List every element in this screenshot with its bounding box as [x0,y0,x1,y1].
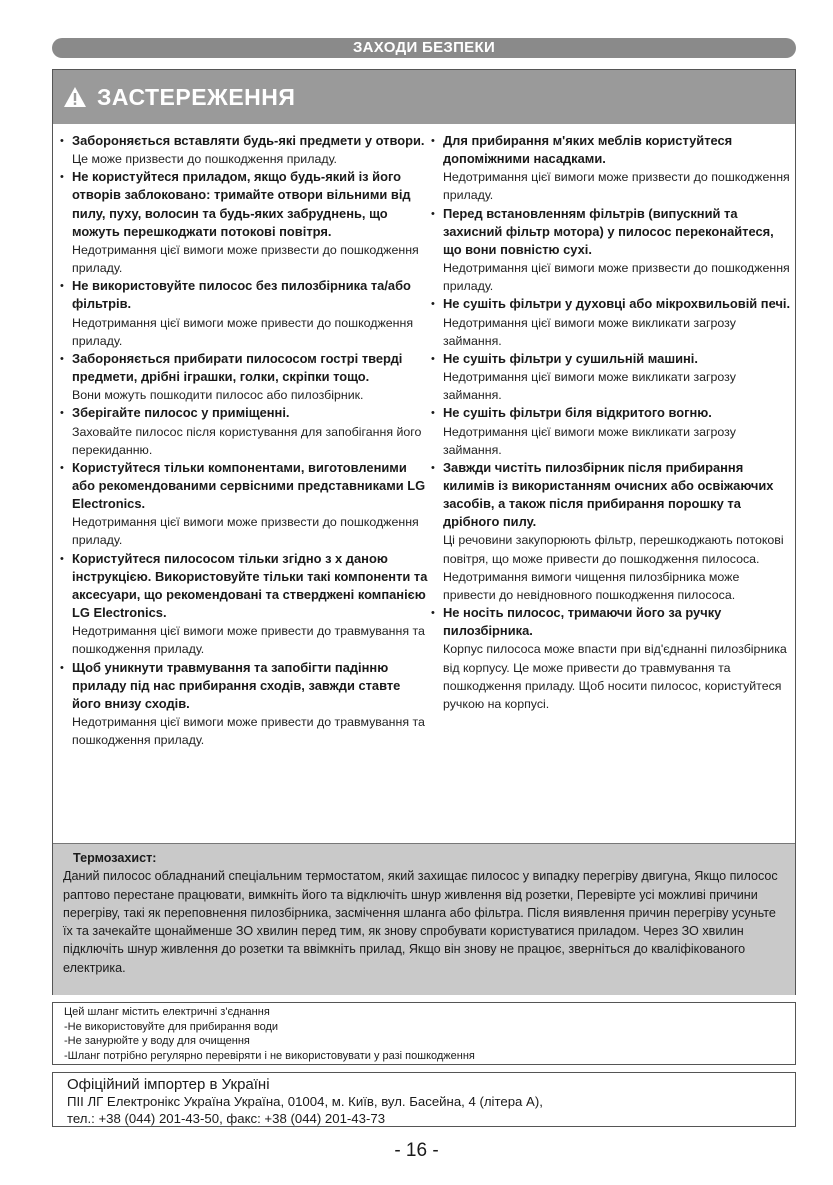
item-title: • Перед встановленням фільтрів (випускний та захисний фільтр мотора) у пилосос переконайтеся, що вони повністю сухі. [442,205,774,257]
list-item [430,459,791,604]
section-header: ЗАХОДИ БЕЗПЕКИ [52,38,796,58]
list-item [59,404,428,458]
item-title: • Завжди чистіть пилозбірник після прибирання килимів із використанням очисних або освіжаючих засобів, а також після прибирання порошку та дрібного пилу. [442,459,774,530]
item-note: Заховайте пилосос після користування для запобігання його перекиданню. [72,424,422,457]
hose-line: -Шланг потрібно регулярно перевіряти і не використовувати у разі пошкодження [64,1049,475,1062]
list-item [430,132,791,205]
item-title: • Зберігайте пилосос у приміщенні. [72,405,290,421]
list-item [59,350,428,404]
item-title: • Не використовуйте пилосос без пилозбірника та/або фільтрів. [72,278,411,312]
item-title: • Забороняється вставляти будь-які предмети у отвори. [72,133,425,148]
item-note: Вони можуть пошкодити пилосос або пилозбірник. [72,388,364,403]
item-title: • Не сушіть фільтри біля відкритого вогню. [442,405,712,421]
warning-box [52,69,796,995]
importer-address: ПІІ ЛГ Електронікс Україна Україна, 01004, м. Київ, вул. Басейна, 4 (літера А), [67,1094,543,1109]
hose-notice [52,1002,796,1065]
item-title: • Користуйтеся пилососом тільки згідно з х даною інструкцією. Використовуйте тільки такі компоненти та аксесуари, що рекомендовані та стверджені компанією LG Electronics. [72,550,428,621]
importer-phone: тел.: +38 (044) 201-43-50, факс: +38 (044) 201-43-73 [67,1111,386,1126]
thermal-title: Термозахист: [73,851,157,865]
item-note: Це може призвести до пошкодження приладу. [72,152,337,167]
importer-heading: Офіційний імпортер в Україні [67,1076,270,1093]
warning-triangle-icon [63,86,87,108]
list-item [59,659,428,750]
importer-info [52,1072,796,1127]
item-note: Недотримання цієї вимоги може призвести до пошкодження приладу. [72,515,419,548]
list-item [430,295,791,349]
item-title: • Забороняється прибирати пилососом гострі тверді предмети, дрібні іграшки, голки, скріпки тощо. [72,350,403,385]
warning-left-column [59,132,428,749]
item-title: • Не сушіть фільтри у сушильній машині. [442,350,698,366]
list-item [59,550,428,659]
page-number: - 16 - [394,1140,439,1161]
item-note: Недотримання цієї вимоги може призвести до пошкодження приладу. [442,261,790,294]
warning-header [53,70,795,124]
list-item [430,604,791,713]
list-item [430,205,791,296]
thermal-text: Даний пилосос обладнаний спеціальним термостатом, який захищає пилосос у випадку перегріву двигуна, Якщо пилосос раптово перестане працювати, вимкніть його та відключіть шнур живлення від розетки, Перевірте усі можливі причини перегріву, такі як переповнення пилозбірника, засмічення шланга або фільтра. Після виявлення причин перегріву усуньте їх та зачекайте щонайменше ЗО хвилин перед тим, як знову спробувати користуватися приладом. Через ЗО хвилин підключіть шнур живлення до розетки та ввімкніть прилад, Якщо він знову не працює, зверніться до кваліфікованого електрика. [63,869,778,975]
item-note: Ці речовини закупорюють фільтр, перешкоджають потокові повітря, що може привести до пошкодження пилососа. Недотримання вимоги чищення пилозбірника може привести до невідновного пошкодження пилососа. [442,533,784,602]
list-item [430,404,791,458]
hose-line: -Не використовуйте для прибирання води [64,1020,279,1033]
list-item [59,459,428,550]
list-item [430,350,791,404]
item-note: Недотримання цієї вимоги може привести до пошкодження приладу. [72,315,414,348]
item-note: Недотримання цієї вимоги може викликати загрозу займання. [442,424,736,457]
warning-heading: ЗАСТЕРЕЖЕННЯ [97,83,296,110]
item-title: • Щоб уникнути травмування та запобігти падінню приладу під нас прибирання сходів, завжди ставте його внизу сходів. [72,659,401,711]
warning-right-column [430,132,791,749]
hose-line: Цей шланг містить електричні з'єднання [64,1006,270,1018]
item-title: • Не користуйтеся приладом, якщо будь-який із його отворів заблоковано: тримайте отвори вільними від пилу, пуху, волосин та будь-яких забруднень, що можуть перешкоджати потокові повітря. [72,169,411,239]
item-note: Недотримання цієї вимоги може викликати загрозу займання. [442,370,736,403]
item-title: • Користуйтеся тільки компонентами, виготовленими або рекомендованими сервісними представниками LG Electronics. [72,459,426,512]
list-item [59,168,428,277]
item-title: • Не сушіть фільтри у духовці або мікрохвильовій печі. [442,296,791,312]
hose-line: -Не занурюйте у воду для очищення [64,1035,250,1048]
item-note: Корпус пилососа може впасти при від'єднанні пилозбірника від корпусу. Це може привести до травмування та пошкодження приладу. Щоб носити пилосос, користуйтеся ручкою на корпусі. [442,642,787,711]
thermal-protection-panel [53,843,795,995]
item-note: Недотримання цієї вимоги може привести до травмування та пошкодження приладу. [72,715,425,748]
item-note: Недотримання цієї вимоги може викликати загрозу займання. [442,315,736,348]
item-note: Недотримання цієї вимоги може привести до травмування та пошкодження приладу. [72,624,425,657]
item-title: • Не носіть пилосос, тримаючи його за ручку пилозбірника. [442,605,722,639]
list-item [59,132,428,168]
item-note: Недотримання цієї вимоги може призвести до пошкодження приладу. [72,242,419,276]
item-note: Недотримання цієї вимоги може призвести до пошкодження приладу. [442,170,790,203]
list-item [59,277,428,350]
item-title: • Для прибирання м'яких меблів користуйтеся допоміжними насадками. [442,133,733,167]
